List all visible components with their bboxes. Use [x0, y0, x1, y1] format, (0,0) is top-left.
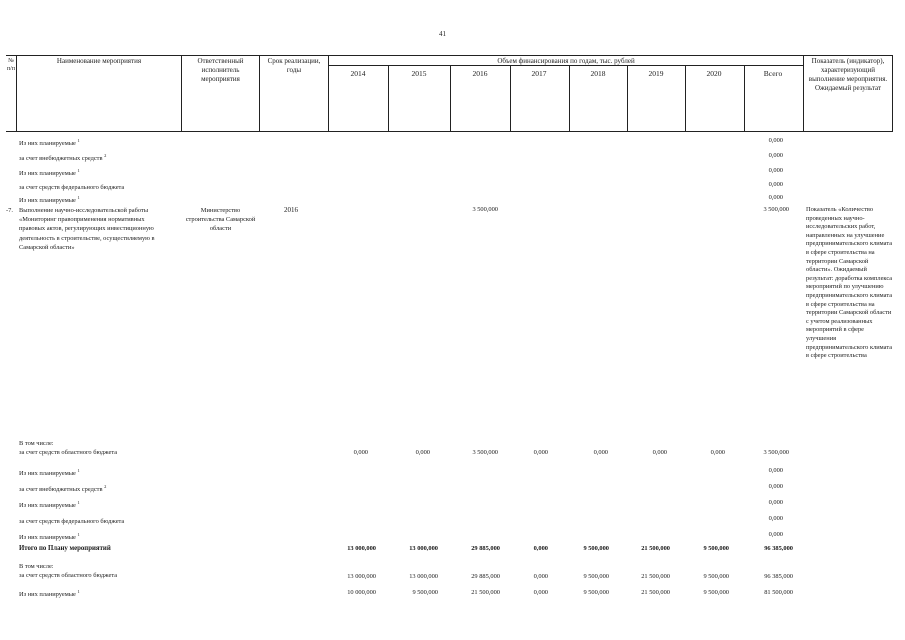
header-year-2014: 2014	[350, 69, 366, 78]
cell: 13 000,000	[409, 545, 438, 552]
cell: 0,000	[533, 589, 548, 596]
item-executor: Министерство строительства Самарской области	[185, 207, 256, 233]
cell: 0,000	[533, 545, 548, 552]
row-label: В том числе:	[19, 563, 54, 570]
cell: 9 500,000	[703, 545, 729, 552]
item-indicator: Показатель «Количество проведенных научно-исследовательских работ, направленных на улучшение предпринимательского климата в сфере строительства на территории Самарской области». Ожидаемый результат: доработка комплекса мероприятий по улучшению предпринимательского климата в сфере строительства на территории Самарской области с учетом реализованных мероприятий в сфере улучшения предпринимательского климата в сфере строительства	[806, 206, 893, 360]
header-period: Срок реализации, годы	[267, 57, 321, 74]
header-year-2016: 2016	[472, 69, 488, 78]
total-label: Итого по Плану мероприятий	[19, 545, 111, 552]
item-value-2016: 3 500,000	[472, 206, 498, 213]
header-year-2015: 2015	[411, 69, 427, 78]
cell: 21 500,000	[641, 573, 670, 580]
item-name: Выполнение научно-исследовательской работы «Мониторинг правоприменения нормативных правовых актов, регулирующих инвестиционную деятельность в строительстве, осуществляемую в Самарской области»	[19, 207, 155, 251]
row-total: 0,000	[768, 137, 783, 144]
row-label: за счет средств областного бюджета	[19, 449, 118, 456]
cell: 13 000,000	[347, 573, 376, 580]
row-label: за счет внебюджетных средств $^2$	[19, 153, 107, 163]
cell: 0,000	[353, 449, 368, 456]
row-label: Из них планируемые $^1$	[19, 468, 80, 478]
cell: 10 000,000	[347, 589, 376, 596]
cell: 0,000	[768, 483, 783, 490]
cell: 9 500,000	[412, 589, 438, 596]
header-total: Всего	[763, 69, 783, 78]
header-year-2019: 2019	[648, 69, 664, 78]
cell: 0,000	[768, 531, 783, 538]
cell: 0,000	[652, 449, 667, 456]
row-total: 0,000	[768, 167, 783, 174]
cell: 3 500,000	[763, 449, 789, 456]
cell: 21 500,000	[641, 589, 670, 596]
row-total: 0,000	[768, 181, 783, 188]
row-label: Из них планируемые $^1$	[19, 138, 80, 148]
cell: 81 500,000	[764, 589, 793, 596]
cell: 21 500,000	[471, 589, 500, 596]
cell: 0,000	[415, 449, 430, 456]
row-label: за счет внебюджетных средств $^2$	[19, 484, 107, 494]
header-year-2020: 2020	[706, 69, 722, 78]
row-label: за счет средств областного бюджета	[19, 572, 118, 579]
cell: 9 500,000	[583, 589, 609, 596]
cell: 96 385,000	[764, 545, 793, 552]
cell: 9 500,000	[703, 573, 729, 580]
cell: 3 500,000	[472, 449, 498, 456]
cell: 0,000	[710, 449, 725, 456]
cell: 21 500,000	[641, 545, 670, 552]
row-total: 0,000	[768, 194, 783, 201]
row-label: за счет средств федерального бюджета	[19, 184, 125, 192]
item-period: 2016	[284, 206, 298, 214]
cell: 0,000	[768, 467, 783, 474]
item-number: -7.	[6, 207, 13, 214]
header-executor: Ответственный исполнитель мероприятия	[197, 57, 244, 83]
cell: 9 500,000	[583, 545, 609, 552]
header-number: № п/п	[6, 58, 16, 72]
cell: 0,000	[533, 573, 548, 580]
cell: 96 385,000	[764, 573, 793, 580]
row-label: Из них планируемые $^1$	[19, 589, 80, 599]
row-label: Из них планируемые $^1$	[19, 168, 80, 178]
row-total: 0,000	[768, 152, 783, 159]
cell: 9 500,000	[703, 589, 729, 596]
row-label: Из них планируемые $^1$	[19, 195, 80, 205]
row-label: за счет средств федерального бюджета	[19, 518, 125, 526]
cell: 9 500,000	[583, 573, 609, 580]
header-name: Наименование мероприятия	[56, 57, 142, 65]
row-label: В том числе:	[19, 440, 54, 447]
page-number: 41	[439, 30, 446, 38]
row-label: Из них планируемые $^1$	[19, 500, 80, 510]
cell: 29 885,000	[471, 573, 500, 580]
row-label: Из них планируемые $^1$	[19, 532, 80, 542]
cell: 13 000,000	[409, 573, 438, 580]
header-year-2018: 2018	[590, 69, 606, 78]
cell: 0,000	[768, 499, 783, 506]
cell: 0,000	[593, 449, 608, 456]
header-funding: Объем финансирования по годам, тыс. рублей	[497, 57, 635, 65]
cell: 13 000,000	[347, 545, 376, 552]
cell: 29 885,000	[471, 545, 500, 552]
cell: 0,000	[768, 515, 783, 522]
header-year-2017: 2017	[531, 69, 547, 78]
cell: 0,000	[533, 449, 548, 456]
header-indicator: Показатель (индикатор), характеризующий выполнение мероприятия. Ожидаемый результат	[808, 57, 888, 92]
item-total: 3 500,000	[763, 206, 789, 213]
